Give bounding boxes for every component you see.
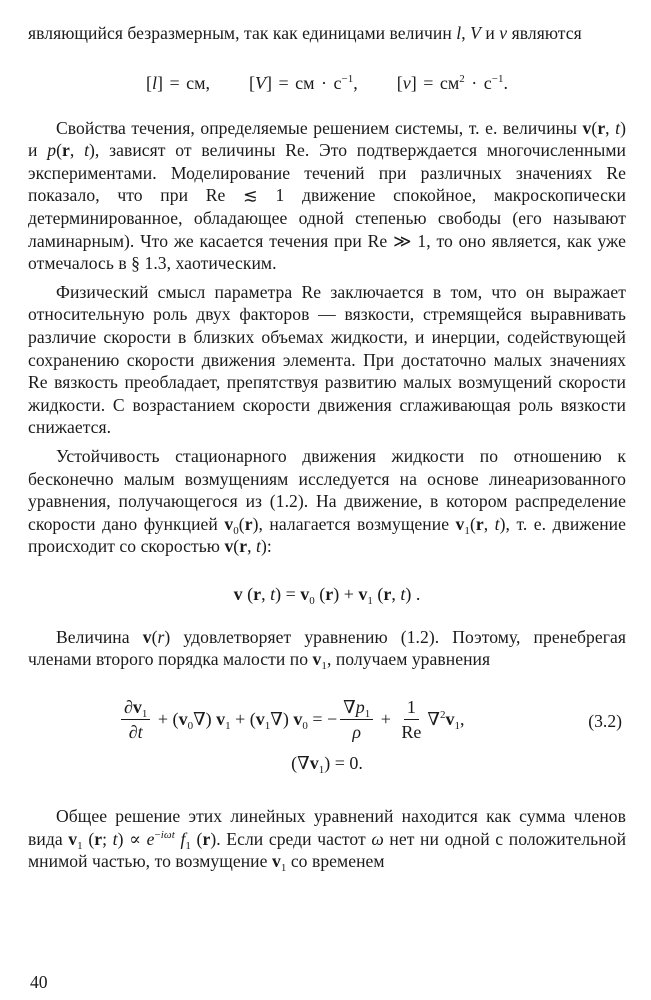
equation-3-2-line2: $(\nabla v_1) = 0$. xyxy=(291,753,363,777)
paragraph-2: Физический смысл параметра Re заключается в том, что он выражает относительную роль двух факторов — вязкости, стремящейся выравнивать различие скорости в близких объемах жидкости, и инерции, содействующей сохранению скорости движения элемента. При достаточно малых значениях Re вязкость преобладает, препятствуя развитию малых возмущений скорости жидкости. С возрастанием скорости движения сглаживающая роль вязкости снижается. xyxy=(28,281,626,438)
page-body xyxy=(28,22,626,873)
velocity-decomposition-formula: v (r, $t) = v_0$ $(r) + v_1$ (r, t) . xyxy=(233,583,421,607)
paragraph-5: Общее решение этих линейных уравнений находится как сумма членов вида $v_1$ (r; $t) \propto e^{-i\omega t}$ $f_1$ (r). Если среди частот ω нет ни одной с положительной мнимой частью, то возмущение $v_1$ со временем xyxy=(28,806,627,875)
paragraph-1: Свойства течения, определяемые решением системы, т. е. величины v(r, t) и p(r, t), зависят от величины Re. Это подтверждается многочисленными экспериментами. Моделирование течений при различных значениях Re показало, что при Re ≲ 1 движение спокойное, макроскопически детерминированное, обладающее одной степенью свободы (его называют ламинарным). Что же касается течения при Re ≫ 1, то оно является, как уже отмечалось в § 1.3, хаотическим. xyxy=(28,117,627,274)
equation-3-2-line1: $\frac{\partial v_1}{\partial t}$ + $(v_0\nabla) v_1 + (v_1\nabla) v_0$ = − $\frac{\nabla p_1}{\rho}$ + $\frac{1}{Re}$ $\nabla^2v_1$, xyxy=(118,695,464,743)
paragraph-3: Устойчивость стационарного движения жидкости по отношению к бесконечно малым возмущениям исследуется на основе линеаризованного уравнения, получающегося из (1.2). На движение, в котором распределение скорости дано функцией $v_0(r)$, налагается возмущение $v_1(r$, t), т. е. движение происходит со скоростью v(r, t): xyxy=(28,445,626,557)
paragraph-0: являющийся безразмерным, так как единицами величин l, V и ν являются xyxy=(28,23,582,43)
units-formula: [l] = см, [V] = см · $c^{-1}$, $[\nu] = см^2 \cdot c^{-1}$. xyxy=(145,72,508,93)
page-number: 40 xyxy=(30,972,48,992)
equation-number: (3.2) xyxy=(588,711,622,732)
paragraph-4: Величина v(r) удовлетворяет уравнению (1.2). Поэтому, пренебрегая членами второго порядка малости по $v_1$, получаем уравнения xyxy=(28,626,627,673)
equation-3-2 xyxy=(28,695,626,787)
